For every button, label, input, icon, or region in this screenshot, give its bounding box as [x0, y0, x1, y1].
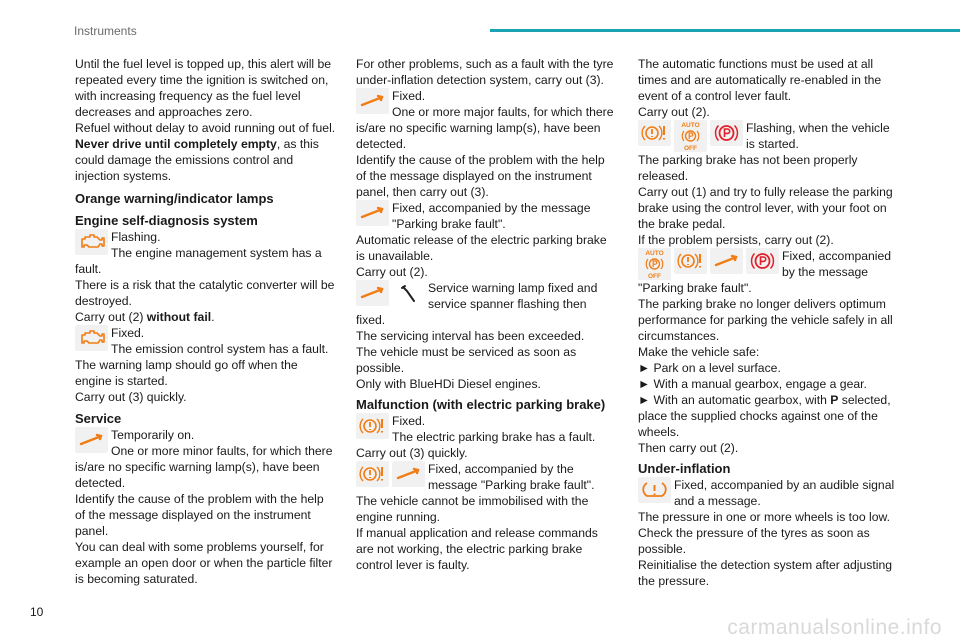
engine-carry-pre: Carry out (2)	[75, 310, 147, 324]
mal-msg-entry	[356, 461, 618, 493]
watermark: carmanualsonline.info	[727, 616, 942, 639]
spanner-icon	[75, 427, 108, 453]
header-title: Instruments	[74, 24, 137, 38]
major-fixed-desc: One or more major faults, for which there is/are no specific warning lamp(s), have been detected.	[356, 105, 614, 151]
bullet-text: With an automatic gearbox, with	[653, 393, 831, 407]
header-accent-bar	[490, 29, 960, 32]
bullet-marker: ►	[638, 377, 651, 391]
parking-brake-icon	[710, 120, 743, 146]
mal-fixed-entry	[356, 413, 618, 445]
engine-flashing-desc: The engine management system has a fault.	[75, 246, 322, 276]
bluehdi-text: Only with BlueHDi Diesel engines.	[356, 377, 541, 391]
major-fault-entry	[356, 88, 618, 152]
bullet-text: Park on a level surface.	[653, 361, 781, 375]
auto-functions-text: The automatic functions must be used at all times and are automatically re-enabled in the event of a control lever fault.	[638, 57, 882, 103]
other-problems-text: For other problems, such as a fault with the tyre under-inflation detection system, carry out (3).	[356, 57, 614, 87]
engine-warning-icon	[75, 229, 108, 255]
engine-carry-text	[75, 309, 337, 325]
make-safe-text: Make the vehicle safe:	[638, 345, 760, 359]
service-identify-text: Identify the cause of the problem with the help of the message displayed on the instrument panel.	[75, 492, 324, 538]
immobilised-text: The vehicle cannot be immobilised with the engine running.	[356, 494, 589, 524]
bullet-marker: ►	[638, 393, 651, 407]
never-drive-rest: , as this could damage the emissions control and injection systems.	[75, 137, 319, 183]
bullet-marker: ►	[638, 361, 651, 375]
bullet-automatic-gearbox	[638, 392, 900, 440]
page-number: 10	[30, 605, 44, 619]
not-released-text: The parking brake has not been properly released.	[638, 153, 858, 183]
service-spanner-entry	[356, 280, 618, 328]
brake-fault-icon	[638, 120, 671, 146]
fuel-alert-text: Until the fuel level is topped up, this alert will be repeated every time the ignition is switched on, with increasing frequency as the fuel level decreases and approaches zero.	[75, 57, 332, 119]
bullet-bold-p: P	[830, 393, 839, 407]
underinflation-heading: Under-inflation	[638, 461, 731, 476]
bullet-text-rest: selected, place the supplied chocks against one of the wheels.	[638, 393, 891, 439]
service-spanner-icon	[392, 280, 425, 306]
bullet-text: With a manual gearbox, engage a gear.	[653, 377, 867, 391]
service-heading: Service	[75, 411, 122, 426]
engine-warning-icon	[75, 325, 108, 351]
underinflation-entry	[638, 477, 900, 509]
engine-carry3-text: Carry out (3) quickly.	[75, 390, 187, 404]
fixed-msg-text: Fixed, accompanied by the message "Parking brake fault".	[638, 249, 892, 295]
flashing-text: Flashing, when the vehicle is started.	[746, 121, 890, 151]
engine-heading: Engine self-diagnosis system	[75, 213, 258, 228]
must-serviced-text: The vehicle must be serviced as soon as possible.	[356, 345, 577, 375]
spanner-icon	[392, 461, 425, 487]
service-spanner-text: Service warning lamp fixed and service spanner flashing then fixed.	[356, 281, 598, 327]
engine-fixed-desc: The emission control system has a fault.	[111, 342, 329, 356]
bullet-level-surface	[638, 360, 900, 376]
mal-fixed-label: Fixed.	[392, 414, 426, 428]
spanner-icon	[710, 248, 743, 274]
mal-fixed-desc: The electric parking brake has a fault.	[392, 430, 596, 444]
engine-fixed-entry	[75, 325, 337, 357]
service-temp-label: Temporarily on.	[111, 428, 195, 442]
engine-carry-bold: without fail	[146, 310, 212, 324]
service-temp-entry	[75, 427, 337, 491]
fixed-msg-entry	[638, 248, 900, 296]
malfunction-heading: Malfunction (with electric parking brake)	[356, 397, 606, 412]
then-carry2-text: Then carry out (2).	[638, 441, 739, 455]
refuel-text: Refuel without delay to avoid running out of fuel.	[75, 121, 336, 135]
mal-carry3-text: Carry out (3) quickly.	[356, 446, 468, 460]
ui-reinit-text: Reinitialise the detection system after adjusting the pressure.	[638, 558, 893, 588]
spanner-msg-entry	[356, 200, 618, 232]
manual-not-working-text: If manual application and release commands are not working, the electric parking brake control lever is faulty.	[356, 526, 598, 572]
flashing-entry	[638, 120, 900, 152]
brake-fault-icon	[674, 248, 707, 274]
ui-check-text: Check the pressure of the tyres as soon as possible.	[638, 526, 870, 556]
spanner-icon	[356, 88, 389, 114]
major-fixed-label: Fixed.	[392, 89, 426, 103]
never-drive-bold: Never drive until completely empty	[75, 137, 277, 151]
engine-risk-text: There is a risk that the catalytic converter will be destroyed.	[75, 278, 335, 308]
carry2a-text: Carry out (2).	[638, 105, 710, 119]
auto-release-text: Automatic release of the electric parking brake is unavailable.	[356, 233, 607, 263]
major-identify-text: Identify the cause of the problem with the help of the message displayed on the instrument panel, then carry out (3).	[356, 153, 605, 199]
interval-text: The servicing interval has been exceeded.	[356, 329, 585, 343]
column-2	[356, 56, 618, 573]
no-longer-text: The parking brake no longer delivers optimum performance for parking the vehicle safely in all circumstances.	[638, 297, 893, 343]
ui-pressure-text: The pressure in one or more wheels is too low.	[638, 510, 890, 524]
brake-fault-icon	[356, 413, 389, 439]
bullet-manual-gearbox	[638, 376, 900, 392]
ui-fixed-text: Fixed, accompanied by an audible signal and a message.	[674, 478, 895, 508]
persists-text: If the problem persists, carry out (2).	[638, 233, 834, 247]
auto-off-icon	[674, 120, 707, 152]
tyre-pressure-icon	[638, 477, 671, 503]
orange-lamps-heading: Orange warning/indicator lamps	[75, 191, 274, 206]
carry2-text: Carry out (2).	[356, 265, 428, 279]
brake-fault-icon	[356, 461, 389, 487]
parking-brake-icon	[746, 248, 779, 274]
service-deal-text: You can deal with some problems yourself, for example an open door or when the particle filter is becoming saturated.	[75, 540, 333, 586]
auto-off-icon	[638, 248, 671, 280]
carry1-text: Carry out (1) and try to fully release the parking brake using the control lever, with your foot on the brake pedal.	[638, 185, 893, 231]
spanner-icon	[356, 280, 389, 306]
never-drive-text	[75, 136, 337, 184]
spanner-icon	[356, 200, 389, 226]
engine-flashing-label: Flashing.	[111, 230, 161, 244]
engine-fixed-label: Fixed.	[111, 326, 145, 340]
engine-carry-post: .	[211, 310, 215, 324]
mal-msg-text: Fixed, accompanied by the message "Parking brake fault".	[428, 462, 595, 492]
column-1	[75, 56, 337, 587]
service-temp-desc: One or more minor faults, for which there is/are no specific warning lamp(s), have been detected.	[75, 444, 333, 490]
spanner-msg-text: Fixed, accompanied by the message "Parking brake fault".	[392, 201, 591, 231]
engine-lamp-off-text: The warning lamp should go off when the engine is started.	[75, 358, 298, 388]
column-3	[638, 56, 900, 589]
engine-flashing-entry	[75, 229, 337, 277]
